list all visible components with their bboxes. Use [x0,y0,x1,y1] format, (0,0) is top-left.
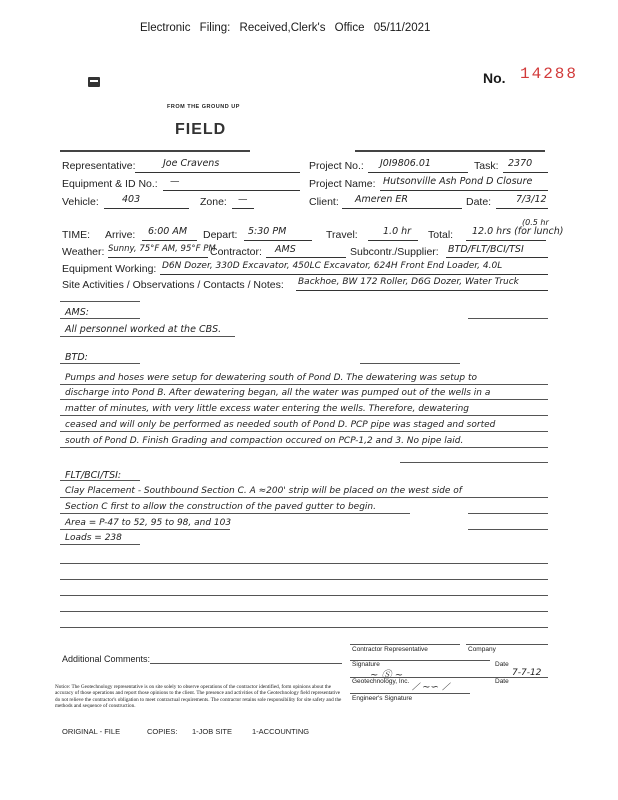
equipment-id-label: Equipment & ID No.: [62,178,158,190]
contractor-label: Contractor: [210,246,262,258]
date-label: Date: [466,196,492,208]
note-line: matter of minutes, with very little excess water entering the wells. Therefore, dewatering [65,404,470,414]
note-line: discharge into Pond B. After dewatering began, all the water was pumped out of the wells in a [65,388,491,398]
depart-value: 5:30 PM [248,226,287,237]
task-value: 2370 [508,158,533,169]
note-line: ceased and will only be performed as needed south of Pond D. PCP pipe was staged and sorted [65,420,496,430]
doc-number-label: No. [483,70,506,86]
project-no-value: J0I9806.01 [380,158,431,169]
geotech-label: Geotechnology, Inc. [352,678,410,685]
doc-number-value: 14288 [520,65,579,83]
date-geotech-label: Date [495,678,509,685]
company-logo-icon [88,77,100,87]
vehicle-label: Vehicle: [62,196,99,208]
project-name-value: Hutsonville Ash Pond D Closure [383,176,533,187]
arrive-value: 6:00 AM [148,226,188,237]
company-label: Company [468,646,496,653]
note-heading-flt: FLT/BCI/TSI: [65,470,122,481]
date-value: 7/3/12 [516,194,547,205]
header-rule-left [60,150,250,152]
note-heading-btd: BTD: [65,352,88,363]
zone-label: Zone: [200,196,227,208]
note-line: Section C first to allow the construction of the paved gutter to begin. [65,502,376,512]
handwritten-signature-icon: ~ Ⓢ ~ [370,670,404,681]
travel-value: 1.0 hr [383,226,412,237]
project-name-label: Project Name: [309,178,376,190]
date-sig-label: Date [495,661,509,668]
depart-label: Depart: [203,229,238,241]
notice-text: Notice: The Geotechnology representative is on site solely to observe operations of the contractor identified, form opinions about the accuracy of those operations and report those opinions to the client. The presence and activities of the Geotechnology field representative do not relieve the contractor's obligation to meet contractual requirements. The contractor retains sole responsibility for site safety and the methods and sequence of construction. [55,684,342,709]
equipment-working-value: D6N Dozer, 330D Excavator, 450LC Excavator, 624H Front End Loader, 4.0L [162,261,503,271]
additional-comments-label: Additional Comments: [62,654,151,664]
equipment-working-label: Equipment Working: [62,263,157,275]
task-label: Task: [474,160,499,172]
note-line: All personnel worked at the CBS. [65,324,222,335]
equipment-id-value: — [170,176,180,187]
project-no-label: Project No.: [309,160,364,172]
total-label: Total: [428,229,454,241]
note-line: south of Pond D. Finish Grading and compaction occured on PCP-1,2 and 3. No pipe laid. [65,436,464,446]
footer-accounting: 1-ACCOUNTING [252,727,310,736]
engineer-signature-icon: ⟋ ∼∽ ⟋ [412,682,450,693]
signature-date-value: 7-7-12 [512,668,542,678]
note-line: Loads = 238 [65,533,122,543]
time-label: TIME: [62,229,90,241]
header-rule-right [355,150,545,152]
zone-value: — [238,194,248,205]
vehicle-value: 403 [122,194,141,205]
engineer-sig-label: Engineer's Signature [352,695,413,702]
representative-label: Representative: [62,160,136,172]
contractor-value: AMS [275,244,296,255]
signature-label: Signature [352,661,380,668]
weather-value: Sunny, 75°F AM, 95°F PM [108,244,216,254]
subcontractor-value: BTD/FLT/BCI/TSI [448,244,524,255]
client-label: Client: [309,196,339,208]
total-note: (0.5 hr [522,218,549,227]
note-heading-ams: AMS: [65,307,89,318]
footer-original: ORIGINAL - FILE [62,727,121,736]
note-line: Pumps and hoses were setup for dewatering south of Pond D. The dewatering was setup to [65,373,478,383]
form-title: FIELD [175,121,227,138]
travel-label: Travel: [326,229,358,241]
total-value: 12.0 hrs (for lunch) [472,226,564,237]
representative-value: Joe Cravens [163,158,220,169]
weather-label: Weather: [62,246,105,258]
arrive-label: Arrive: [105,229,136,241]
site-activities-value: Backhoe, BW 172 Roller, D6G Dozer, Water Truck [298,277,519,287]
subcontractor-label: Subcontr./Supplier: [350,246,439,258]
note-line: Area = P-47 to 52, 95 to 98, and 103 [65,518,232,528]
footer-copies: COPIES: [147,727,178,736]
logo-tagline: FROM THE GROUND UP [167,104,240,110]
contractor-rep-label: Contractor Representative [352,646,428,653]
client-value: Ameren ER [355,194,408,205]
site-activities-label: Site Activities / Observations / Contacts / Notes: [62,279,284,291]
note-line: Clay Placement - Southbound Section C. A ≈200' strip will be placed on the west side of [65,486,462,496]
filing-stamp: Electronic Filing: Received,Clerk's Office 05/11/2021 [140,22,431,34]
footer-jobsite: 1-JOB SITE [192,727,233,736]
